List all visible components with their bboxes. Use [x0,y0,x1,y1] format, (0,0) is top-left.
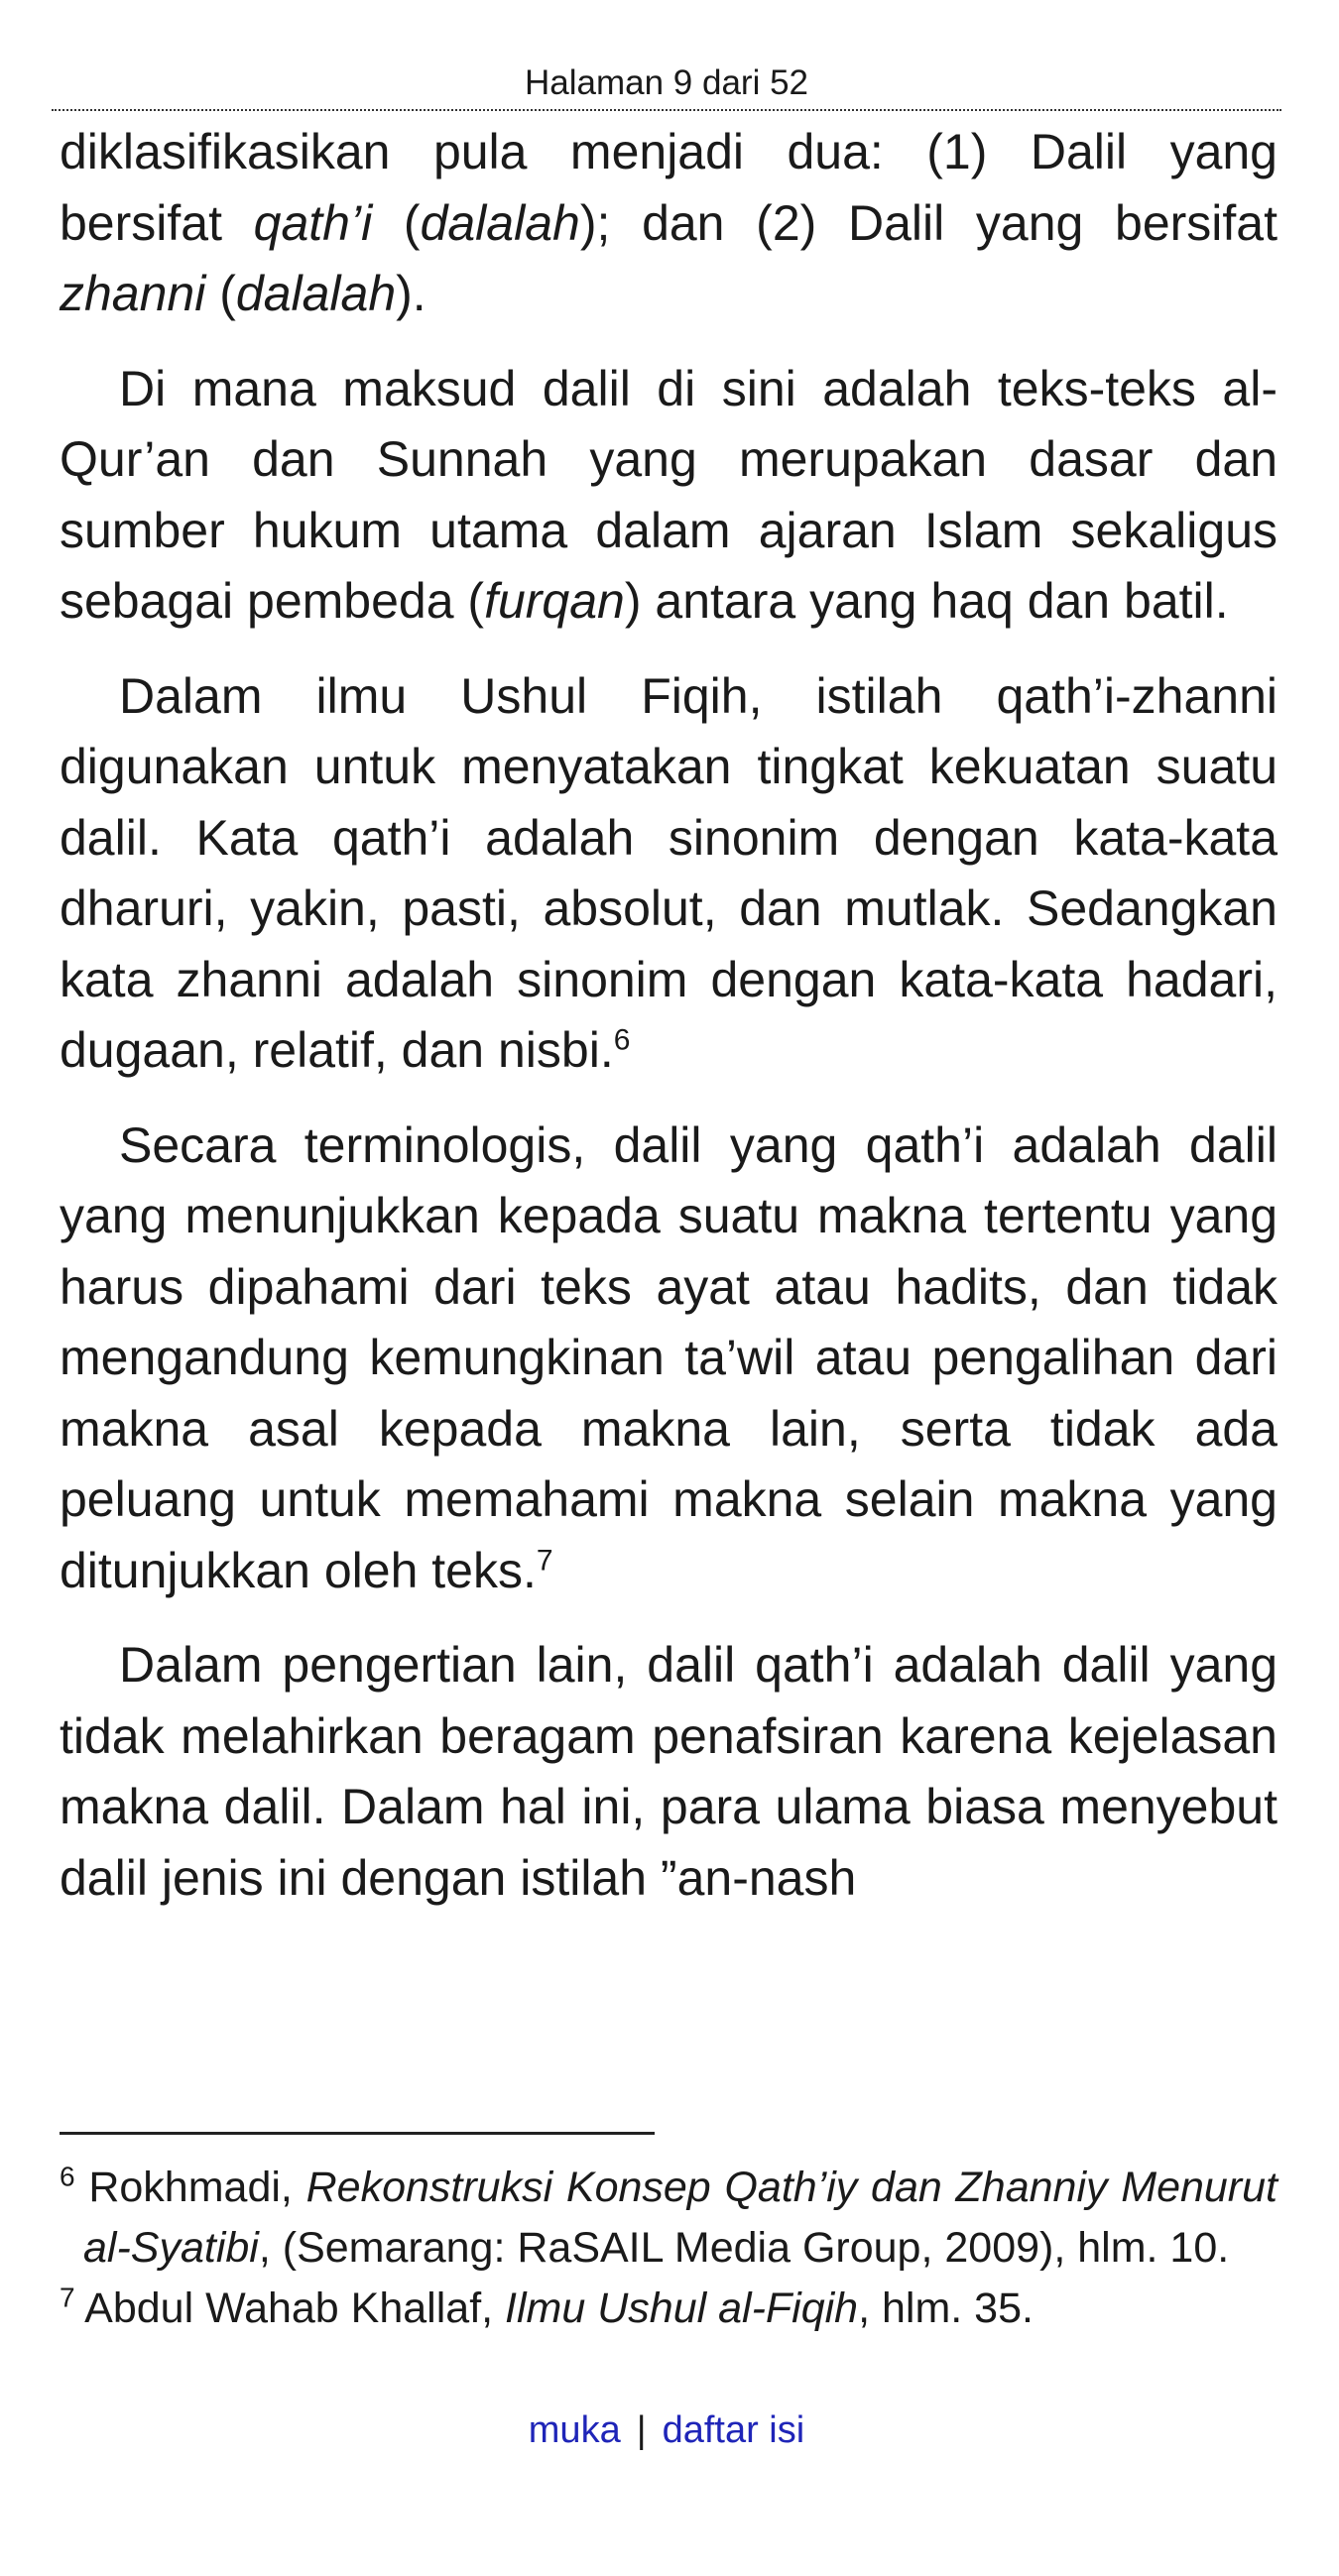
page-number-label: Halaman 9 dari 52 [525,63,808,102]
italic-term: qath’i [253,194,373,251]
paragraph-2 [60,354,1278,638]
text-run: ( [205,266,236,321]
footnote-number: 6 [60,2161,75,2192]
book-title: Rekonstruksi Konsep Qath’iy dan Zhanniy Menurut al-Syatibi [83,2164,1278,2272]
paragraph-5 [60,1630,1278,1914]
text-run: , hlm. 35. [858,2284,1034,2332]
text-run: Abdul Wahab Khallaf, [74,2284,506,2332]
footnote-divider [60,2132,655,2135]
text-run: , (Semarang: RaSAIL Media Group, 2009), hlm. 10. [258,2224,1230,2272]
page-navigation [52,2405,1281,2455]
text-run: Rokhmadi, [74,2164,306,2211]
book-title: Ilmu Ushul al-Fiqih [505,2284,859,2332]
footnote-7 [60,2279,1278,2339]
paragraph-4 [60,1111,1278,1607]
text-run: diklasifikasikan pula menjadi dua: (1) Dalil yang bersifat [60,124,1278,251]
italic-term: furqan [484,573,625,629]
italic-term: dalalah [235,266,397,321]
footnote-ref-6: 6 [613,1023,631,1057]
paragraph-1 [60,117,1278,330]
footnotes [60,2158,1278,2339]
paragraph-3 [60,661,1278,1087]
table-of-contents-link[interactable]: daftar isi [662,2409,805,2451]
main-text [60,117,1278,1937]
text-run: Dalam pengertian lain, dalil qath’i adalah dalil yang tidak melahirkan beragam penafsiran karena kejelasan makna dalil. Dalam hal ini, para ulama biasa menyebut dalil jenis ini dengan istilah ”an-nash [60,1637,1278,1906]
text-run: Dalam ilmu Ushul Fiqih, istilah qath’i-zhanni digunakan untuk menyatakan tingkat kekuatan suatu dalil. Kata qath’i adalah sinonim dengan kata-kata dharuri, yakin, pasti, absolut, dan mutlak. Sedangkan kata zhanni adalah sinonim dengan kata-kata hadari, dugaan, relatif, dan nisbi. [60,667,1278,1078]
page-header [52,59,1281,111]
nav-separator: | [636,2409,647,2451]
text-run: ). [396,266,426,321]
italic-term: dalalah [420,194,580,251]
text-run: Secara terminologis, dalil yang qath’i adalah dalil yang menunjukkan kepada suatu makna tertentu yang harus dipahami dari teks ayat atau hadits, dan tidak mengandung kemungkinan ta’wil atau pengalihan dari makna asal kepada makna lain, serta tidak ada peluang untuk memahami makna selain makna yang ditunjukkan oleh teks. [60,1116,1278,1598]
text-run: ); dan (2) Dalil yang bersifat [579,194,1278,251]
footnote-6 [60,2158,1278,2279]
text-run: ( [372,194,421,251]
italic-term: zhanni [60,266,206,321]
footnote-number: 7 [60,2282,75,2313]
text-run: ) antara yang haq dan batil. [624,573,1229,629]
footnote-ref-7: 7 [536,1543,553,1577]
home-link[interactable]: muka [528,2409,621,2451]
text-run: Di mana maksud dalil di sini adalah teks-teks al-Qur’an dan Sunnah yang merupakan dasar dan sumber hukum utama dalam ajaran Islam sekaligus sebagai pembeda ( [60,360,1278,629]
